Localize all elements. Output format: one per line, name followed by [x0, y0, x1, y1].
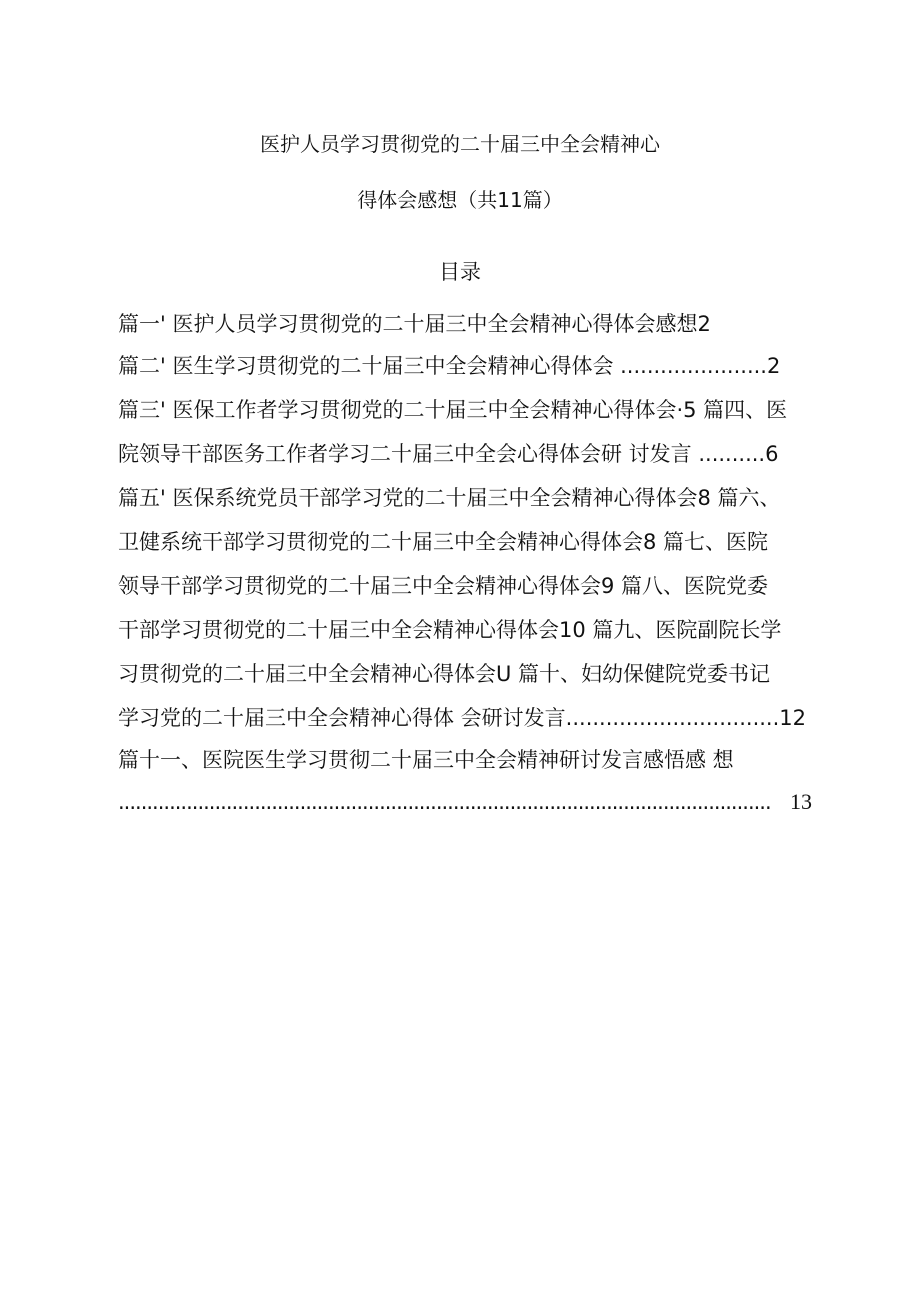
toc-page-number: 13: [790, 789, 812, 814]
toc-entry: 篇二' 医生学习贯彻党的二十届三中全会精神心得体会 ......................2: [118, 354, 781, 378]
document-title-line-2: 得体会感想（共11篇）: [357, 188, 563, 212]
toc-entry: 习贯彻党的二十届三中全会精神心得体会U 篇十、妇幼保健院党委书记: [118, 662, 771, 686]
toc-entry: 篇三' 医保工作者学习贯彻党的二十届三中全会精神心得体会·5 篇四、医: [118, 398, 788, 422]
toc-entry: 篇五' 医保系统党员干部学习党的二十届三中全会精神心得体会8 篇六、: [118, 486, 781, 510]
toc-entry: 领导干部学习贯彻党的二十届三中全会精神心得体会9 篇八、医院党委: [118, 574, 769, 598]
toc-entry: 卫健系统干部学习贯彻党的二十届三中全会精神心得体会8 篇七、医院: [118, 530, 769, 554]
toc-leader-dots: ...................................................................................................................: [118, 790, 771, 814]
document-title-line-1: 医护人员学习贯彻党的二十届三中全会精神心: [260, 132, 660, 156]
toc-entry: 篇十一、医院医生学习贯彻二十届三中全会精神研讨发言感悟感 想: [118, 748, 734, 772]
toc-entry: 干部学习贯彻党的二十届三中全会精神心得体会10 篇九、医院副院长学: [118, 618, 782, 642]
toc-heading: 目录: [439, 260, 481, 284]
toc-entry: 学习党的二十届三中全会精神心得体 会研讨发言................................12: [118, 706, 807, 730]
toc-entry: 院领导干部医务工作者学习二十届三中全会心得体会研 讨发言 ..........6: [118, 442, 779, 466]
toc-entry: 篇一' 医护人员学习贯彻党的二十届三中全会精神心得体会感想2: [118, 312, 711, 336]
